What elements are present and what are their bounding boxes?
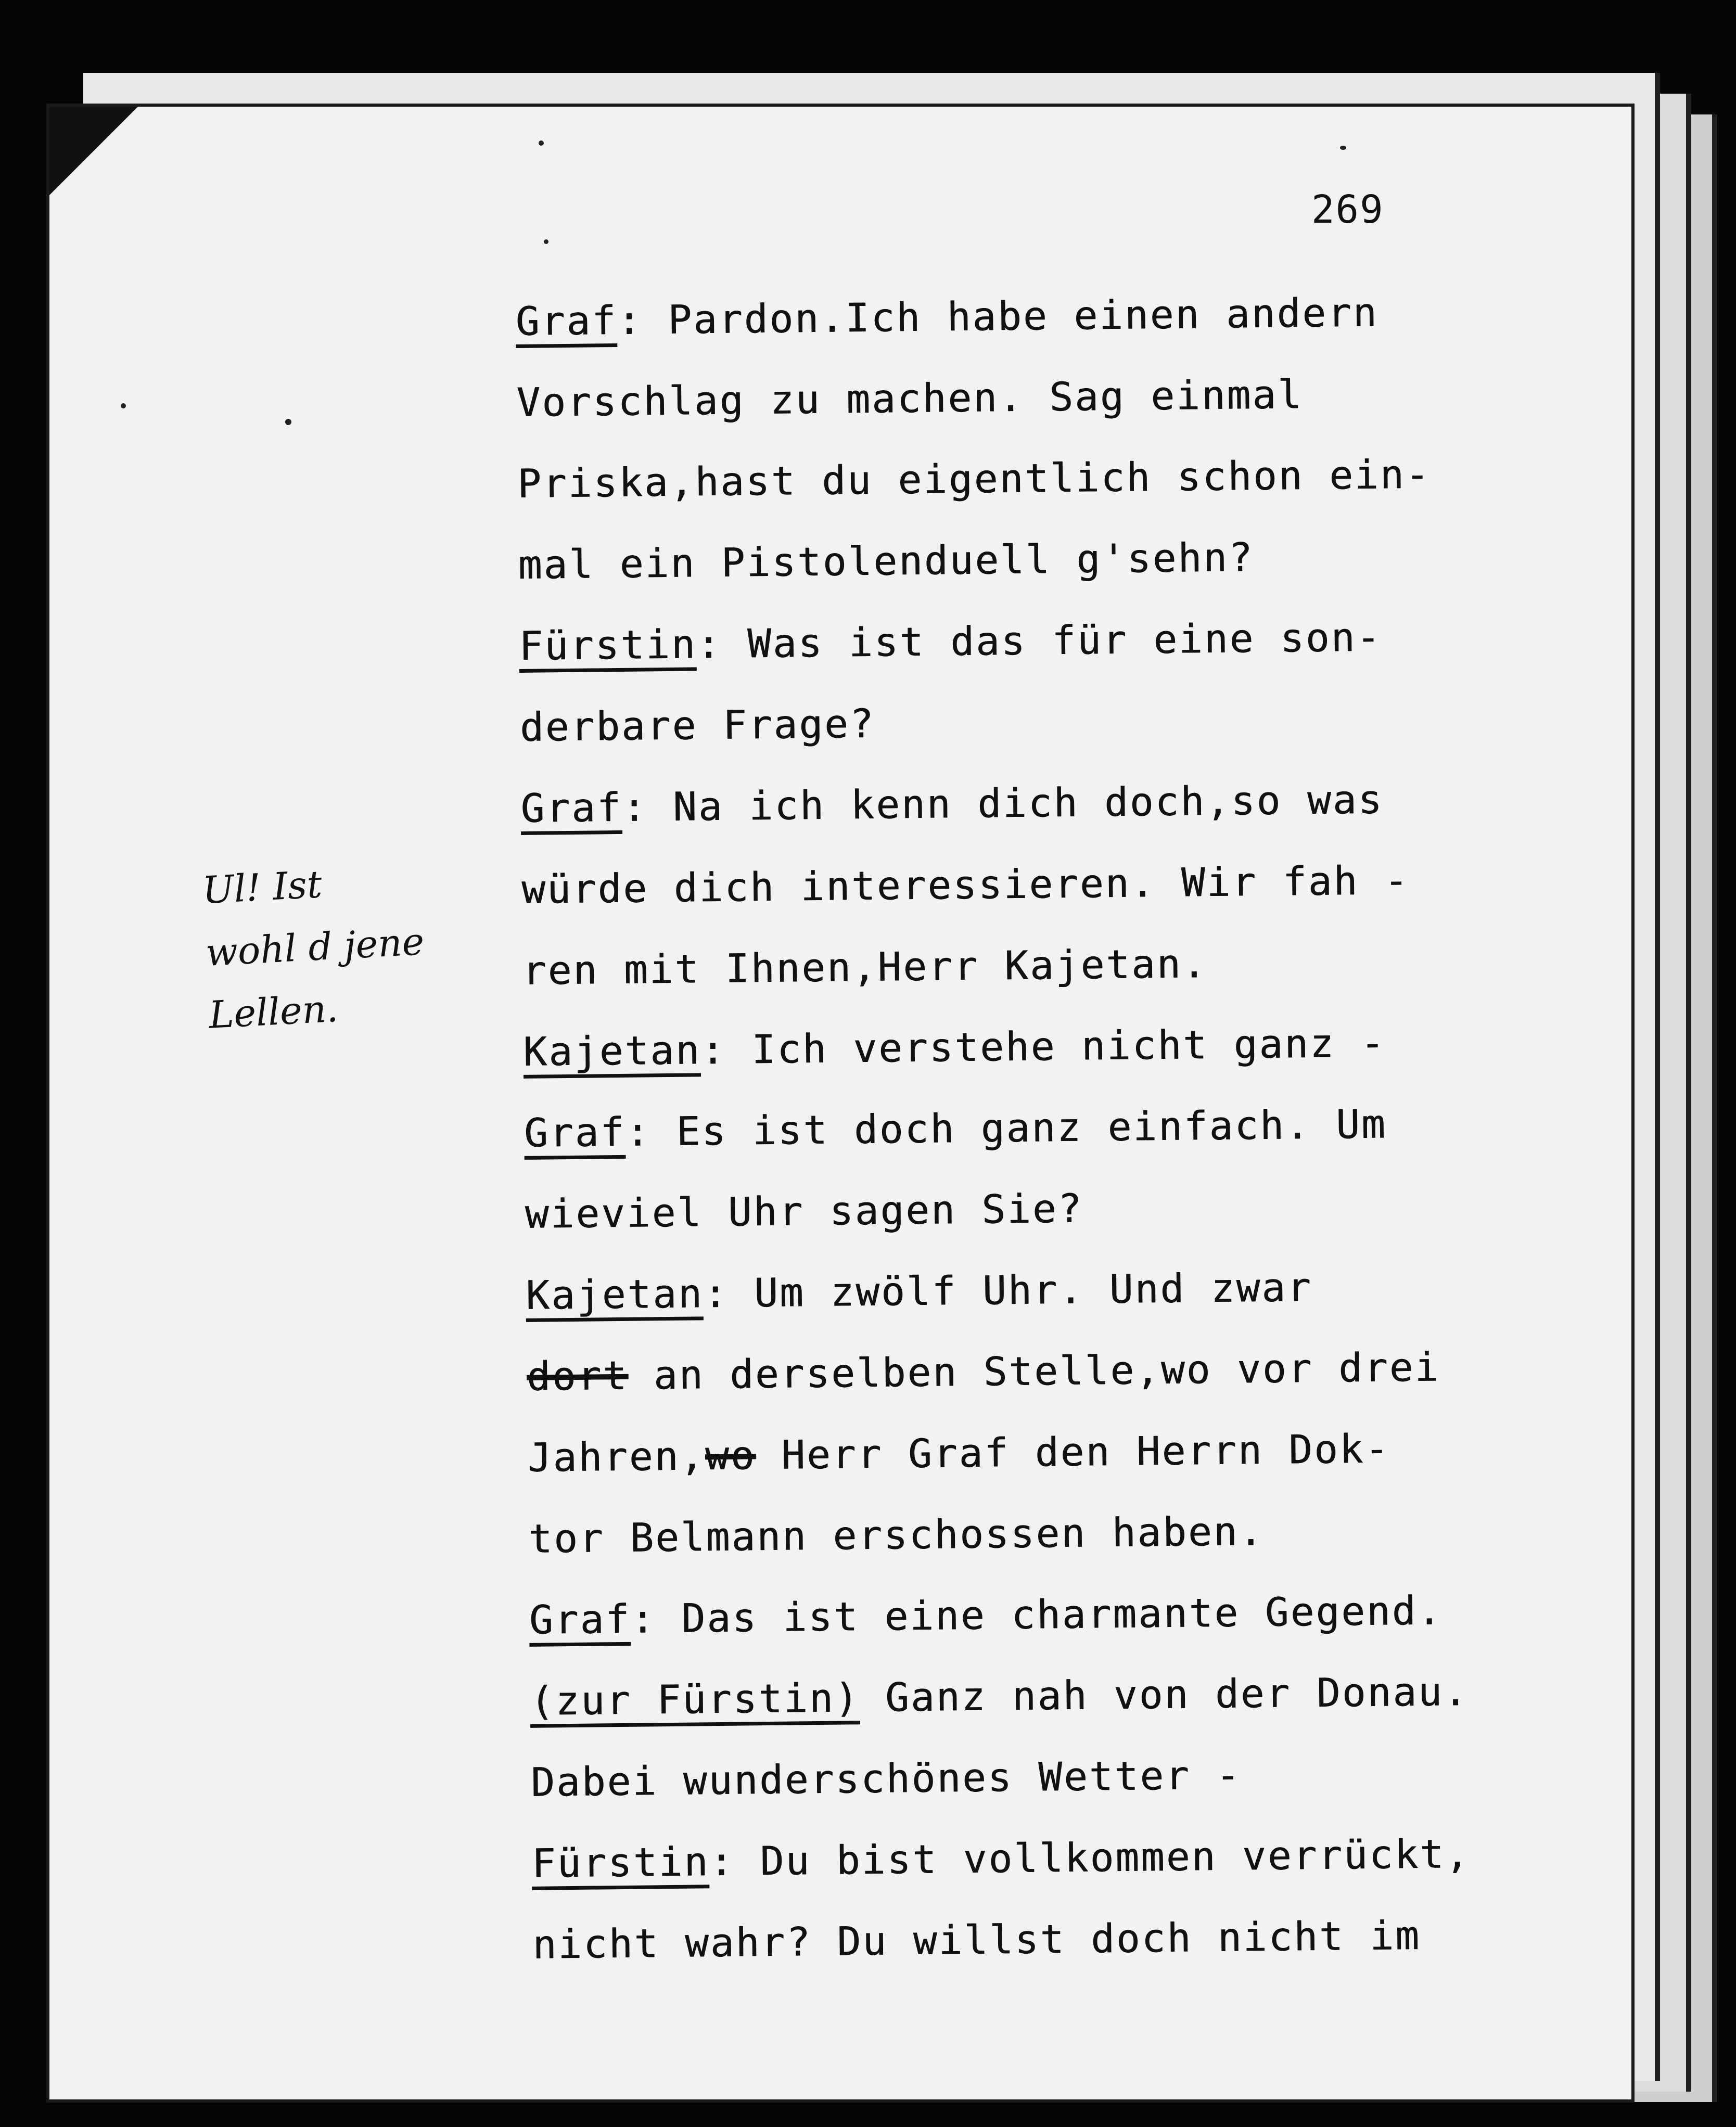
text-line: Graf: Es ist doch ganz einfach. Um <box>524 1082 1544 1174</box>
text-line <box>526 1325 1547 1417</box>
line-text: Du bist vollkommen verrückt, <box>734 1830 1471 1885</box>
line-text: ren mit Ihnen,Herr Kajetan. <box>522 940 1208 994</box>
speck <box>539 140 544 146</box>
struck-word: dort <box>526 1352 629 1400</box>
speck <box>1340 146 1346 150</box>
speaker-name: Fürstin <box>519 621 697 673</box>
line-text: Priska,hast du eigentlich schon ein- <box>517 451 1431 507</box>
text-line <box>530 1731 1551 1823</box>
margin-note-line: Ul! Ist <box>201 862 323 913</box>
text-line: Kajetan: Um zwölf Uhr. Und zwar <box>526 1244 1547 1336</box>
line-text: Das ist eine charmante Gegend. <box>656 1587 1443 1642</box>
line-text: an derselben Stelle,wo vor drei <box>628 1343 1440 1399</box>
line-text: Dabei wunderschönes Wetter - <box>530 1751 1242 1805</box>
text-line <box>521 838 1542 930</box>
line-text: Jahren, <box>527 1432 706 1481</box>
line-text: nicht wahr? Du willst doch nicht im <box>532 1912 1421 1968</box>
speaker-name: Graf <box>515 298 617 348</box>
line-text: Ich verstehe nicht ganz - <box>726 1019 1386 1073</box>
stage-direction: (zur Fürstin) <box>530 1675 860 1728</box>
text-line <box>522 919 1543 1011</box>
text-line: Graf: Pardon.Ich habe einen andern <box>515 270 1536 362</box>
handwritten-margin-note <box>201 848 429 1046</box>
line-text: mal ein Pistolenduell g'sehn? <box>518 534 1255 588</box>
speaker-name: Graf <box>524 1109 626 1160</box>
text-line <box>525 1163 1546 1255</box>
page-number: 269 <box>1311 187 1384 232</box>
text-line <box>527 1406 1548 1498</box>
line-text: Pardon.Ich habe einen andern <box>642 289 1378 343</box>
speaker-name: Fürstin <box>531 1839 709 1890</box>
text-line: Fürstin: Was ist das für eine son- <box>519 595 1540 687</box>
line-text: Was ist das für eine son- <box>721 613 1382 667</box>
speck <box>121 403 126 408</box>
line-text: Vorschlag zu machen. Sag einmal <box>516 371 1304 426</box>
speaker-name: Kajetan <box>523 1027 701 1079</box>
line-text: Ganz nah von der Donau. <box>859 1668 1469 1721</box>
folded-corner <box>49 107 138 195</box>
line-text: tor Belmann erschossen haben. <box>528 1508 1265 1562</box>
line-text: Es ist doch ganz einfach. Um <box>650 1100 1387 1155</box>
text-line <box>518 514 1539 606</box>
line-text: würde dich interessieren. Wir fah - <box>521 857 1410 913</box>
text-line: Graf: Na ich kenn dich doch,so was <box>520 757 1541 849</box>
speaker-name: Graf <box>529 1596 631 1647</box>
text-line <box>530 1650 1551 1742</box>
line-text: derbare Frage? <box>519 700 876 750</box>
speck <box>285 419 291 425</box>
line-text: Um zwölf Uhr. Und zwar <box>728 1264 1313 1316</box>
script-text <box>515 270 1553 1985</box>
text-line: Graf: Das ist eine charmante Gegend. <box>529 1569 1550 1661</box>
line-text: Herr Graf den Herrn Dok- <box>756 1425 1390 1479</box>
speck <box>544 239 548 244</box>
text-line: Kajetan: Ich verstehe nicht ganz - <box>523 1001 1544 1093</box>
line-text: Na ich kenn dich doch,so was <box>647 776 1384 830</box>
text-line: Fürstin: Du bist vollkommen verrückt, <box>531 1812 1552 1904</box>
text-line <box>528 1488 1549 1580</box>
text-line <box>532 1893 1553 1985</box>
text-line <box>517 432 1538 524</box>
margin-note-line: wohl d jene <box>205 919 426 975</box>
struck-word: wo <box>705 1432 756 1479</box>
line-text: wieviel Uhr sagen Sie? <box>525 1185 1083 1237</box>
text-line <box>516 351 1537 443</box>
speaker-name: Graf <box>520 785 622 835</box>
margin-note-line: Lellen. <box>208 986 339 1037</box>
speaker-name: Kajetan <box>526 1271 704 1322</box>
text-line <box>519 676 1540 768</box>
